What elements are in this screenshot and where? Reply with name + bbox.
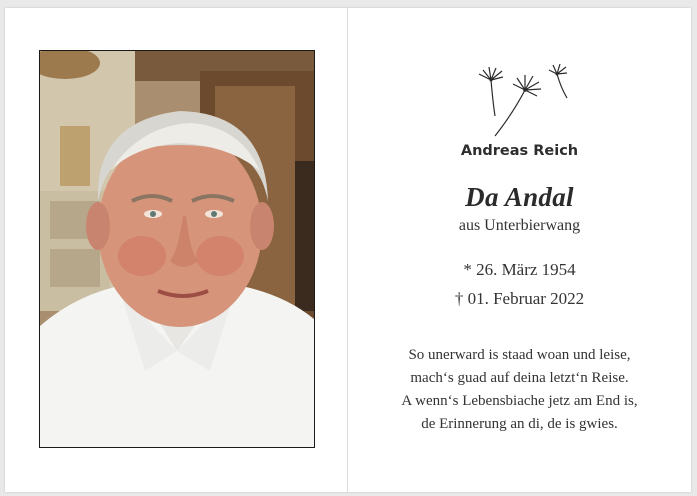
poem-line: A wenn‘s Lebensbiache jetz am End is, — [401, 393, 638, 409]
memorial-poem — [348, 344, 691, 436]
poem-line: So unerward is staad woan und leise, — [408, 347, 631, 363]
deceased-nickname: Da Andal — [465, 182, 574, 212]
portrait-photo — [39, 50, 315, 448]
poem-line: de Erinnerung an di, de is gwies. — [421, 416, 618, 432]
deceased-origin: aus Unterbierwang — [458, 217, 581, 234]
dandelion-seeds-icon — [463, 58, 573, 143]
birth-date: * 26. März 1954 — [463, 260, 576, 279]
death-date: † 01. Februar 2022 — [454, 289, 585, 308]
memorial-card — [5, 8, 691, 492]
deceased-name: Andreas Reich — [460, 143, 579, 159]
text-panel — [348, 8, 691, 492]
poem-line: mach‘s guad auf deina letzt‘n Reise. — [410, 370, 629, 386]
